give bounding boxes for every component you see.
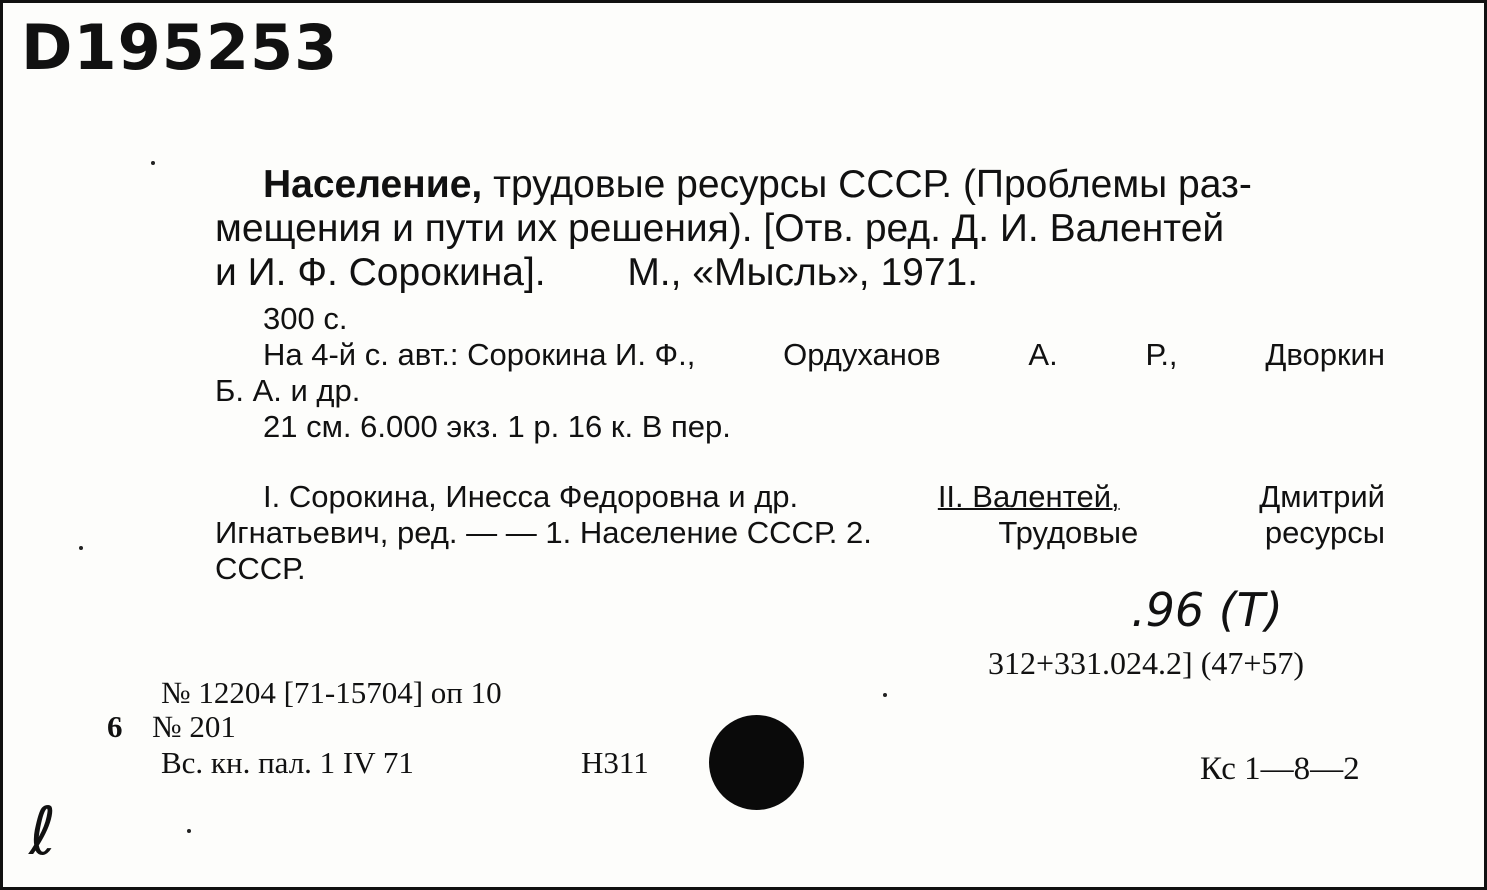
handwritten-mark: ℓ [29, 793, 57, 870]
tracings-line-3: СССР. [215, 551, 306, 586]
series-number [107, 709, 236, 745]
title-line-1-text: трудовые ресурсы СССР. (Проблемы раз- [493, 163, 1252, 206]
speck [151, 161, 155, 165]
tracing-2-cont: Дмитрий [1259, 479, 1385, 514]
tracing-subject-1: Игнатьевич, ред. — — 1. Население СССР. 2. [215, 515, 872, 550]
imprint: М., «Мысль», 1971. [627, 251, 979, 294]
tracing-1: I. Сорокина, Инесса Федоровна и др. [263, 479, 799, 514]
tracing-subject-2a: Трудовые [998, 515, 1139, 550]
punch-hole [709, 715, 804, 810]
title-heading: Население, [263, 163, 483, 206]
title-line-3 [215, 251, 1385, 295]
pages: 300 с. [263, 301, 348, 336]
authors-line-1 [215, 337, 1385, 373]
title-line-2: мещения и пути их решения). [Отв. ред. Д. И. Валентей [215, 207, 1225, 250]
bibliographic-description [215, 163, 1385, 587]
authors-part-2: Ордуханов [783, 337, 941, 372]
authors-part-5: Дворкин [1265, 337, 1385, 372]
authors-part-1: На 4-й с. авт.: Сорокина И. Ф., [263, 337, 696, 372]
udc-index: 312+331.024.2] (47+57) [988, 645, 1305, 681]
speck [187, 829, 191, 833]
tracings-line-1 [215, 479, 1385, 515]
catalog-number: D195253 [21, 11, 339, 84]
series-prefix: 6 [107, 709, 123, 744]
speck [79, 546, 83, 550]
authors-part-3: А. [1028, 337, 1058, 372]
series-value: № 201 [152, 709, 236, 744]
handwritten-classification: .96 (Т) [1131, 583, 1283, 637]
speck [883, 693, 887, 697]
code: Н311 [581, 745, 649, 780]
tracing-2: II. Валентей, [937, 479, 1120, 514]
kc-code: Кс 1—8—2 [1200, 751, 1360, 787]
tracing-subject-2b: ресурсы [1264, 515, 1385, 550]
editors-text: и И. Ф. Сорокина]. [215, 251, 546, 294]
physical-description: 21 см. 6.000 экз. 1 р. 16 к. В пер. [263, 409, 731, 444]
tracings-line-2 [215, 515, 1385, 551]
record-number: № 12204 [71-15704] оп 10 [161, 675, 502, 710]
title-line-1 [215, 163, 1385, 207]
authors-part-4: Р., [1145, 337, 1178, 372]
authors-line-2: Б. А. и др. [215, 373, 361, 408]
chamber-info: Вс. кн. пал. 1 IV 71 [161, 745, 414, 780]
